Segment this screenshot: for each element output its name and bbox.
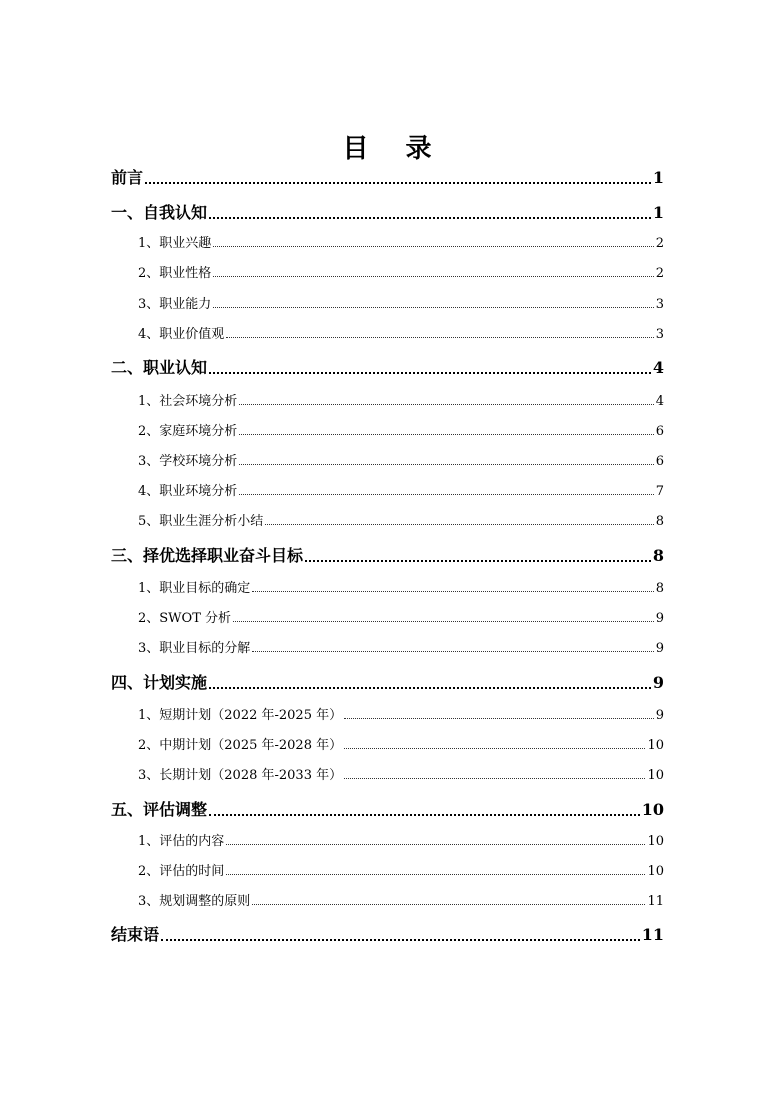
toc-entry-label: 3、长期计划（2028 年-2033 年） (138, 768, 343, 783)
toc-entry[interactable] (138, 860, 664, 879)
dot-leader (209, 217, 651, 219)
toc-entry[interactable] (138, 830, 664, 849)
toc-entry-page-number: 1 (652, 168, 664, 187)
toc-entry[interactable] (138, 607, 664, 626)
toc-entry-page-number: 7 (655, 484, 664, 499)
toc-entry[interactable] (138, 390, 664, 409)
dot-leader (239, 494, 653, 495)
toc-entry-label: 1、评估的内容 (138, 834, 225, 849)
toc-entry-page-number: 8 (652, 546, 664, 565)
dot-leader (209, 687, 651, 689)
toc-entry-label: 3、学校环境分析 (138, 454, 238, 469)
dot-leader (344, 748, 645, 749)
toc-entry-page-number: 11 (641, 925, 664, 944)
dot-leader (344, 778, 645, 779)
toc-entry-label: 2、家庭环境分析 (138, 424, 238, 439)
toc-entry[interactable] (138, 450, 664, 469)
toc-entry-page-number: 10 (647, 834, 664, 849)
toc-entry[interactable] (111, 165, 664, 188)
dot-leader (344, 718, 654, 719)
toc-entry-label: 2、评估的时间 (138, 864, 225, 879)
page-title: 目 录 (342, 134, 446, 164)
toc-entry[interactable] (138, 890, 664, 909)
dot-leader (226, 874, 645, 875)
dot-leader (239, 404, 653, 405)
dot-leader (239, 464, 653, 465)
toc-entry-page-number: 2 (655, 236, 664, 251)
dot-leader (305, 560, 651, 562)
toc-entry-label: 1、职业目标的确定 (138, 581, 251, 596)
dot-leader (145, 182, 651, 184)
dot-leader (213, 307, 653, 308)
dot-leader (213, 276, 653, 277)
dot-leader (252, 651, 653, 652)
toc-entry[interactable] (138, 704, 664, 723)
toc-entry-page-number: 10 (647, 768, 664, 783)
toc-entry[interactable] (111, 670, 664, 693)
toc-entry[interactable] (111, 797, 664, 820)
toc-entry-label: 一、自我认知 (111, 203, 208, 222)
toc-entry-label: 3、规划调整的原则 (138, 894, 251, 909)
toc-entry-label: 3、职业能力 (138, 297, 212, 312)
toc-entry-page-number: 3 (655, 297, 664, 312)
toc-entry-label: 五、评估调整 (111, 800, 208, 819)
toc-entry-page-number: 10 (647, 864, 664, 879)
dot-leader (226, 337, 653, 338)
dot-leader (209, 814, 640, 816)
toc-entry-label: 2、职业性格 (138, 266, 212, 281)
toc-entry-label: 三、择优选择职业奋斗目标 (111, 546, 304, 565)
toc-entry-label: 1、短期计划（2022 年-2025 年） (138, 708, 343, 723)
dot-leader (252, 904, 645, 905)
dot-leader (213, 246, 653, 247)
toc-entry[interactable] (138, 232, 664, 251)
toc-entry-page-number: 8 (655, 514, 664, 529)
dot-leader (226, 844, 645, 845)
toc-entry-page-number: 6 (655, 424, 664, 439)
toc-entry[interactable] (138, 510, 664, 529)
toc-entry-page-number: 9 (652, 673, 664, 692)
toc-entry-page-number: 11 (647, 894, 664, 909)
toc-entry-page-number: 1 (652, 203, 664, 222)
dot-leader (209, 372, 651, 374)
toc-entry-page-number: 8 (655, 581, 664, 596)
toc-entry-page-number: 9 (655, 611, 664, 626)
toc-entry-page-number: 10 (647, 738, 664, 753)
toc-entry-page-number: 4 (655, 394, 664, 409)
toc-entry-label: 前言 (111, 168, 144, 187)
toc-entry[interactable] (111, 922, 664, 945)
toc-entry-label: 四、计划实施 (111, 673, 208, 692)
toc-entry[interactable] (138, 262, 664, 281)
toc-entry-page-number: 4 (652, 358, 664, 377)
toc-entry-label: 1、职业兴趣 (138, 236, 212, 251)
toc-entry-page-number: 2 (655, 266, 664, 281)
toc-entry-label: 3、职业目标的分解 (138, 641, 251, 656)
toc-entry-page-number: 6 (655, 454, 664, 469)
toc-entry-label: 4、职业环境分析 (138, 484, 238, 499)
toc-entry[interactable] (111, 543, 664, 566)
toc-entry[interactable] (111, 200, 664, 223)
toc-entry-page-number: 9 (655, 708, 664, 723)
toc-entry[interactable] (111, 355, 664, 378)
toc-entry[interactable] (138, 323, 664, 342)
toc-entry[interactable] (138, 480, 664, 499)
toc-entry-label: 1、社会环境分析 (138, 394, 238, 409)
dot-leader (233, 621, 654, 622)
toc-entry-page-number: 10 (641, 800, 664, 819)
toc-entry-page-number: 9 (655, 641, 664, 656)
toc-entry[interactable] (138, 764, 664, 783)
dot-leader (161, 939, 640, 941)
dot-leader (265, 524, 653, 525)
toc-entry[interactable] (138, 293, 664, 312)
toc-entry-label: 二、职业认知 (111, 358, 208, 377)
toc-entry[interactable] (138, 734, 664, 753)
toc-entry-label: 5、职业生涯分析小结 (138, 514, 264, 529)
dot-leader (252, 591, 653, 592)
toc-entry-label: 4、职业价值观 (138, 327, 225, 342)
toc-entry-label: 2、SWOT 分析 (138, 611, 231, 626)
dot-leader (239, 434, 653, 435)
toc-entry[interactable] (138, 577, 664, 596)
toc-entry[interactable] (138, 637, 664, 656)
toc-entry-label: 2、中期计划（2025 年-2028 年） (138, 738, 343, 753)
toc-entry[interactable] (138, 420, 664, 439)
toc-entry-page-number: 3 (655, 327, 664, 342)
toc-entry-label: 结束语 (111, 925, 160, 944)
